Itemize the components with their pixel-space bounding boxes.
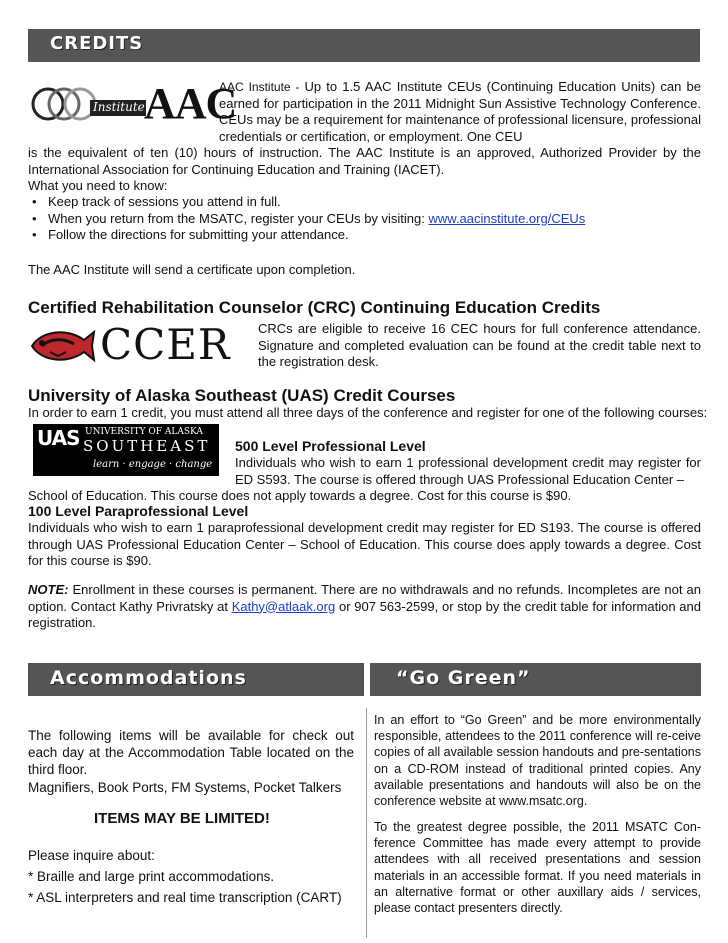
uas-logo-line1: UNIVERSITY OF ALASKA: [85, 427, 203, 437]
list-item: • Follow the directions for submitting your attendance.: [28, 227, 701, 244]
accommodations-intro: The following items will be available for check out each day at the Accommodation Table located on the third floor.: [28, 728, 354, 777]
level-500-text: Individuals who wish to earn 1 professional development credit may register for ED S593. The course is offered through UAS Professional Education Center –: [235, 455, 701, 487]
ccer-logo: [28, 320, 250, 370]
aac-institute-logo: [28, 72, 237, 132]
certificate-note: The AAC Institute will send a certificate upon completion.: [28, 262, 356, 277]
uas-heading: University of Alaska Southeast (UAS) Credit Courses: [28, 386, 456, 405]
uas-logo-line2: SOUTHEAST: [83, 437, 211, 455]
aac-lead: AAC Institute -: [219, 80, 305, 94]
note-paragraph: NOTE: Enrollment in these courses is permanent. There are no withdrawals and no refunds. Incompletes are not an option. Contact Kathy Privratsky at Kathy@atlaak.org or 907 563-2599, or stop by the credit table for information and registration.: [28, 582, 701, 630]
items-limited-warning: ITEMS MAY BE LIMITED!: [94, 810, 270, 827]
need-to-know-title: What you need to know:: [28, 178, 168, 193]
aac-logo-text: AAC: [144, 79, 237, 128]
level-500-text-cont: School of Education. This course does not apply towards a degree. Cost for this course is $90.: [28, 488, 572, 503]
list-item: • Keep track of sessions you attend in full.: [28, 194, 701, 211]
accommodations-items: Magnifiers, Book Ports, FM Systems, Pocket Talkers: [28, 780, 342, 795]
level-500-title: 500 Level Professional Level: [235, 438, 426, 454]
uas-logo-tagline: learn · engage · change: [93, 459, 213, 470]
ceu-link[interactable]: www.aacinstitute.org/CEUs: [428, 210, 586, 226]
uas-logo: [33, 424, 219, 476]
inquire-item: * ASL interpreters and real time transcription (CART): [28, 890, 342, 905]
go-green-para-2: To the greatest degree possible, the 2011 MSATC Con-ference Committee has made every attempt to provide attendees with all received presentations and session materials in an accessible format. If you need materials in an alternative format or other auxillary aids / services, please contact presenters directly.: [374, 820, 701, 916]
uas-intro: In order to earn 1 credit, you must attend all three days of the conference and register for one of the following courses:: [28, 405, 708, 420]
contact-email-link[interactable]: Kathy@atlaak.org: [231, 598, 336, 614]
aac-description-cont: is the equivalent of ten (10) hours of instruction. The AAC Institute is an approved, Authorized Provider by the International Association for Continuing Education and Training (IACET).: [28, 145, 701, 177]
inquire-item: * Braille and large print accommodations.: [28, 869, 275, 884]
crc-heading: Certified Rehabilitation Counselor (CRC) Continuing Education Credits: [28, 298, 601, 317]
please-inquire: Please inquire about:: [28, 848, 155, 863]
column-divider: [366, 708, 367, 938]
level-100-title: 100 Level Paraprofessional Level: [28, 503, 249, 519]
ccer-logo-text: CCER: [100, 320, 231, 369]
go-green-heading: “Go Green”: [396, 667, 531, 689]
uas-logo-abbr: UAS: [37, 426, 80, 450]
aac-description: AAC Institute - Up to 1.5 AAC Institute CEUs (Continuing Education Units) can be earned for participation in the 2011 Midnight Sun Assistive Technology Conference. CEUs may be a requirement for maintenance of professional licensure, professional credentials or certification, or employment. One CEU: [219, 79, 702, 144]
need-to-know-list: [28, 194, 701, 244]
aac-logo-script: Institute: [93, 100, 145, 114]
go-green-para-1: In an effort to “Go Green” and be more environmentally responsible, attendees to the 2011 conference will re-ceive copies of all available session handouts and pre-sentations on a CD-ROM instead of traditional printed copies. Any available presentations and handouts will also be on the conference website at www.msatc.org.: [374, 713, 701, 809]
list-item: • When you return from the MSATC, register your CEUs by visiting: www.aacinstitute.org/CEUs: [28, 211, 701, 228]
level-100-text: Individuals who wish to earn 1 paraprofessional development credit may register for ED S193. The course is offered through UAS Professional Education Center – School of Education. This course does apply towards a degree. Cost for this course is $90.: [28, 520, 701, 568]
ccer-fish-icon: [28, 320, 98, 370]
note-label: NOTE:: [28, 582, 69, 597]
credits-heading: CREDITS: [50, 33, 144, 54]
accommodations-heading: Accommodations: [50, 667, 247, 689]
crc-description: CRCs are eligible to receive 16 CEC hours for full conference attendance. Signature and completed evaluation can be found at the credit table next to the registration desk.: [258, 321, 701, 369]
